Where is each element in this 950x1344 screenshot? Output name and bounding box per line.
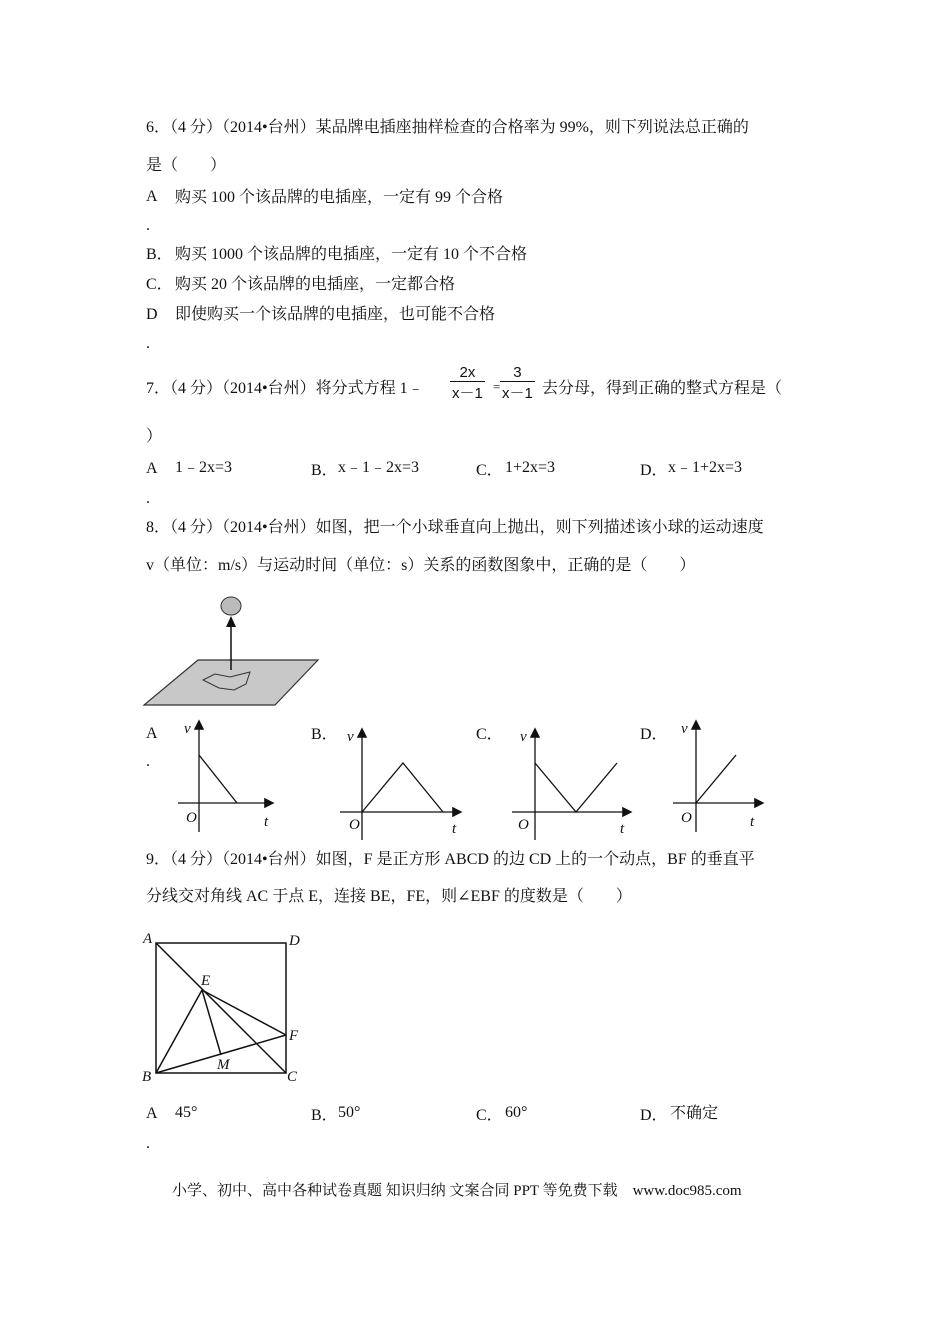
- graph-b-origin: O: [349, 817, 360, 833]
- q7-option-d: x﹣1+2x=3: [668, 459, 743, 476]
- q6-option-b: 购买 1000 个该品牌的电插座，一定有 10 个不合格: [175, 246, 528, 263]
- q9-option-a-dot: .: [146, 1135, 150, 1152]
- q7-option-b: x﹣1﹣2x=3: [338, 459, 420, 476]
- q7-option-d-label: D．: [640, 462, 668, 479]
- graph-c-origin: O: [518, 817, 529, 833]
- q7-stem-cont: ）: [146, 428, 163, 445]
- q7-option-c-label: C．: [476, 462, 503, 479]
- q6-option-a-label: A: [146, 188, 158, 205]
- q7-option-a: 1﹣2x=3: [175, 459, 233, 476]
- q9-option-d: 不确定: [670, 1105, 719, 1122]
- q6-option-c: 购买 20 个该品牌的电插座，一定都合格: [175, 276, 456, 293]
- q9-option-b: 50°: [338, 1104, 361, 1121]
- q8-stem: 8．（4 分）（2014•台州）如图，把一个小球垂直向上抛出，则下列描述该小球的运动速度: [146, 519, 764, 536]
- q7-stem-suffix: 去分母，得到正确的整式方程是（: [542, 380, 783, 397]
- q6-option-d: 即使购买一个该品牌的电插座，也可能不合格: [175, 306, 496, 323]
- q8-option-a-dot: .: [146, 753, 150, 770]
- q7-frac1-numerator: 2x: [450, 364, 485, 382]
- q6-stem: 6．（4 分）（2014•台州）某品牌电插座抽样检查的合格率为 99%，则下列说法总正确的: [146, 119, 749, 136]
- q9-stem: 9．（4 分）（2014•台州）如图，F 是正方形 ABCD 的边 CD 上的一个动点，BF 的垂直平: [146, 851, 755, 868]
- graph-c-t-label: t: [620, 821, 625, 837]
- q8-option-c-label: C．: [476, 726, 503, 743]
- q7-stem-prefix: 7．（4 分）（2014•台州）将分式方程 1﹣: [146, 380, 424, 397]
- q8-stem-cont: v（单位：m/s）与运动时间（单位：s）关系的函数图象中，正确的是（ ）: [146, 557, 696, 574]
- q6-option-a-dot: .: [146, 217, 150, 234]
- q7-option-a-dot: .: [146, 490, 150, 507]
- graph-a-v-label: v: [184, 721, 191, 737]
- q8-option-b-label: B．: [311, 726, 338, 743]
- graph-a-t-label: t: [264, 814, 269, 830]
- point-a: A: [143, 931, 153, 947]
- graph-b-v-label: v: [347, 729, 354, 745]
- point-e: E: [201, 973, 211, 989]
- q9-option-a-label: A: [146, 1105, 158, 1122]
- graph-d-v-label: v: [681, 721, 688, 737]
- q8-option-d-label: D．: [640, 726, 668, 743]
- q6-option-d-dot: .: [146, 335, 150, 352]
- q7-option-b-label: B．: [311, 462, 338, 479]
- q9-option-d-label: D．: [640, 1107, 668, 1124]
- q6-stem-cont: 是（ ）: [146, 157, 227, 174]
- q7-frac1-denominator: x－1: [452, 385, 483, 402]
- segment-be: [156, 990, 202, 1073]
- q9-option-c-label: C．: [476, 1107, 503, 1124]
- q6-option-c-label: C．: [146, 276, 173, 293]
- q9-option-a: 45°: [175, 1104, 198, 1121]
- graph-b-t-label: t: [452, 821, 457, 837]
- q7-frac2-numerator: 3: [500, 364, 535, 382]
- q7-option-c: 1+2x=3: [505, 459, 556, 476]
- q6-option-a: 购买 100 个该品牌的电插座，一定有 99 个合格: [175, 189, 504, 206]
- q9-option-b-label: B．: [311, 1107, 338, 1124]
- segment-em: [202, 990, 221, 1055]
- q7-option-a-label: A: [146, 460, 158, 477]
- graph-d-origin: O: [681, 810, 692, 826]
- point-c: C: [287, 1069, 298, 1085]
- q7-equals: =: [493, 379, 501, 394]
- point-b: B: [142, 1069, 152, 1085]
- graph-c-v-label: v: [520, 729, 527, 745]
- footer-text: 小学、初中、高中各种试卷真题 知识归纳 文案合同 PPT 等免费下载 www.doc985.com: [172, 1183, 742, 1199]
- segment-ef: [202, 990, 286, 1035]
- graph-d-t-label: t: [750, 814, 755, 830]
- q7-frac2-denominator: x－1: [502, 385, 533, 402]
- q9-stem-cont: 分线交对角线 AC 于点 E，连接 BE，FE，则∠EBF 的度数是（ ）: [146, 888, 632, 905]
- q8-option-a-label: A: [146, 725, 158, 742]
- q9-option-c: 60°: [505, 1104, 528, 1121]
- point-m: M: [217, 1057, 230, 1073]
- graph-a-origin: O: [186, 810, 197, 826]
- point-f: F: [289, 1028, 299, 1044]
- q6-option-d-label: D: [146, 306, 158, 323]
- q6-option-b-label: B．: [146, 246, 173, 263]
- point-d: D: [289, 933, 300, 949]
